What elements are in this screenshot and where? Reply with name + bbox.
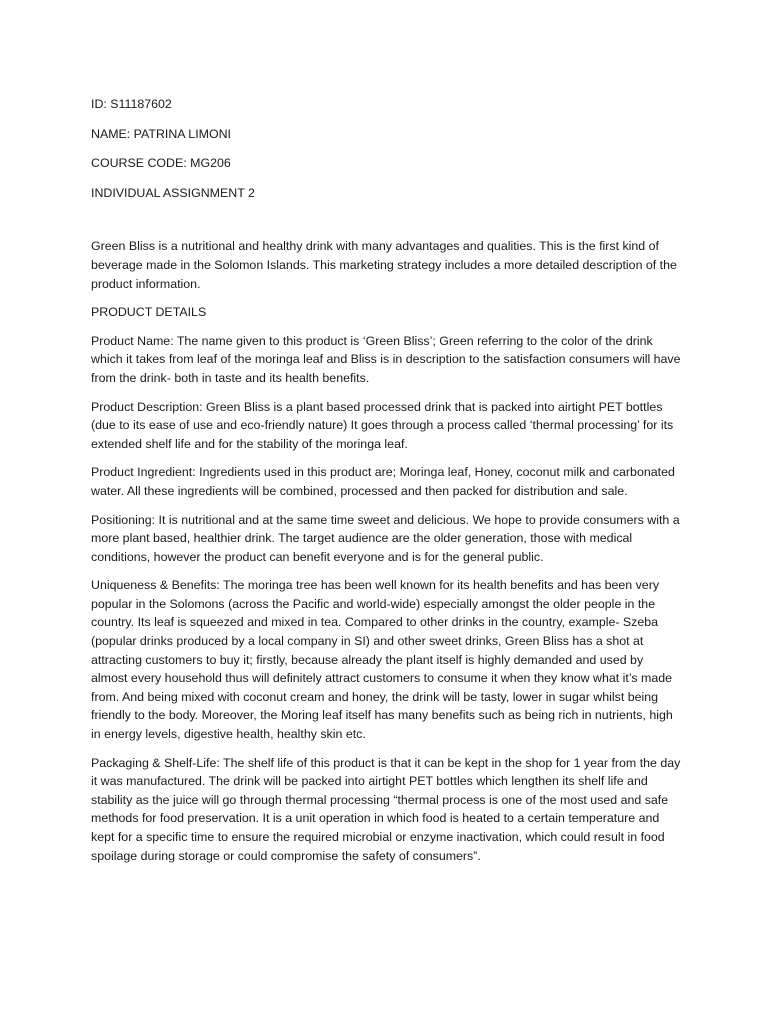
product-description-paragraph: Product Description: Green Bliss is a plant based processed drink that is packed into airtight PET bottles (due to its ease of use and eco-friendly nature) It goes through a process called ‘thermal processing’ for its extended shelf life and for the stability of the moringa leaf. [91,399,674,451]
intro-paragraph: Green Bliss is a nutritional and healthy drink with many advantages and qualities. This is the first kind of beverage made in the Solomon Islands. This marketing strategy includes a more detailed description of the product information. [91,239,677,291]
spacer [91,213,681,237]
student-id: ID: S11187602 [91,97,172,111]
student-name: NAME: PATRINA LIMONI [91,126,231,141]
packaging-paragraph: Packaging & Shelf-Life: The shelf life of this product is that it can be kept in the shop for 1 year from the day it was manufactured. The drink will be packed into airtight PET bottles which lengthen its shelf life and stability as the juice will go through thermal processing “thermal process is one of the most used and safe methods for food preservation. It is a unit operation in which food is heated to a certain temperature and kept for a specific time to ensure the required microbial or enzyme inactivation, which could result in food spoilage during storage or could compromise the safety of consumers”. [91,755,681,863]
product-name-paragraph: Product Name: The name given to this product is ‘Green Bliss’; Green referring to the color of the drink which it takes from leaf of the moringa leaf and Bliss is in description to the satisfaction consumers will have from the drink- both in taste and its health benefits. [91,333,681,385]
positioning-paragraph: Positioning: It is nutritional and at the same time sweet and delicious. We hope to provide consumers with a more plant based, healthier drink. The target audience are the older generation, those with medical conditions, however the product can benefit everyone and is for the general public. [91,512,680,564]
uniqueness-paragraph: Uniqueness & Benefits: The moringa tree has been well known for its health benefits and has been very popular in the Solomons (across the Pacific and world-wide) especially amongst the older people in the country. Its leaf is squeezed and mixed in tea. Compared to other drinks in the country, example- Szeba (popular drinks produced by a local company in SI) and other sweet drinks, Green Bliss has a shot at attracting customers to buy it; firstly, because already the plant itself is highly demanded and used by almost every household thus will definitely attract customers to consume it when they know what it’s made from. And being mixed with coconut cream and honey, the drink will be tasty, lower in sugar whilst being friendly to the body. Moreover, the Moring leaf itself has many benefits such as being rich in nutrients, high in energy levels, digestive health, healthy skin etc. [91,578,673,742]
document-page [91,95,681,875]
product-ingredient-paragraph: Product Ingredient: Ingredients used in this product are; Moringa leaf, Honey, coconut milk and carbonated water. All these ingredients will be combined, processed and then packed for distribution and sale. [91,465,675,498]
section-heading: PRODUCT DETAILS [91,305,207,320]
assignment-title: INDIVIDUAL ASSIGNMENT 2 [91,185,255,200]
course-code: COURSE CODE: MG206 [91,156,231,171]
